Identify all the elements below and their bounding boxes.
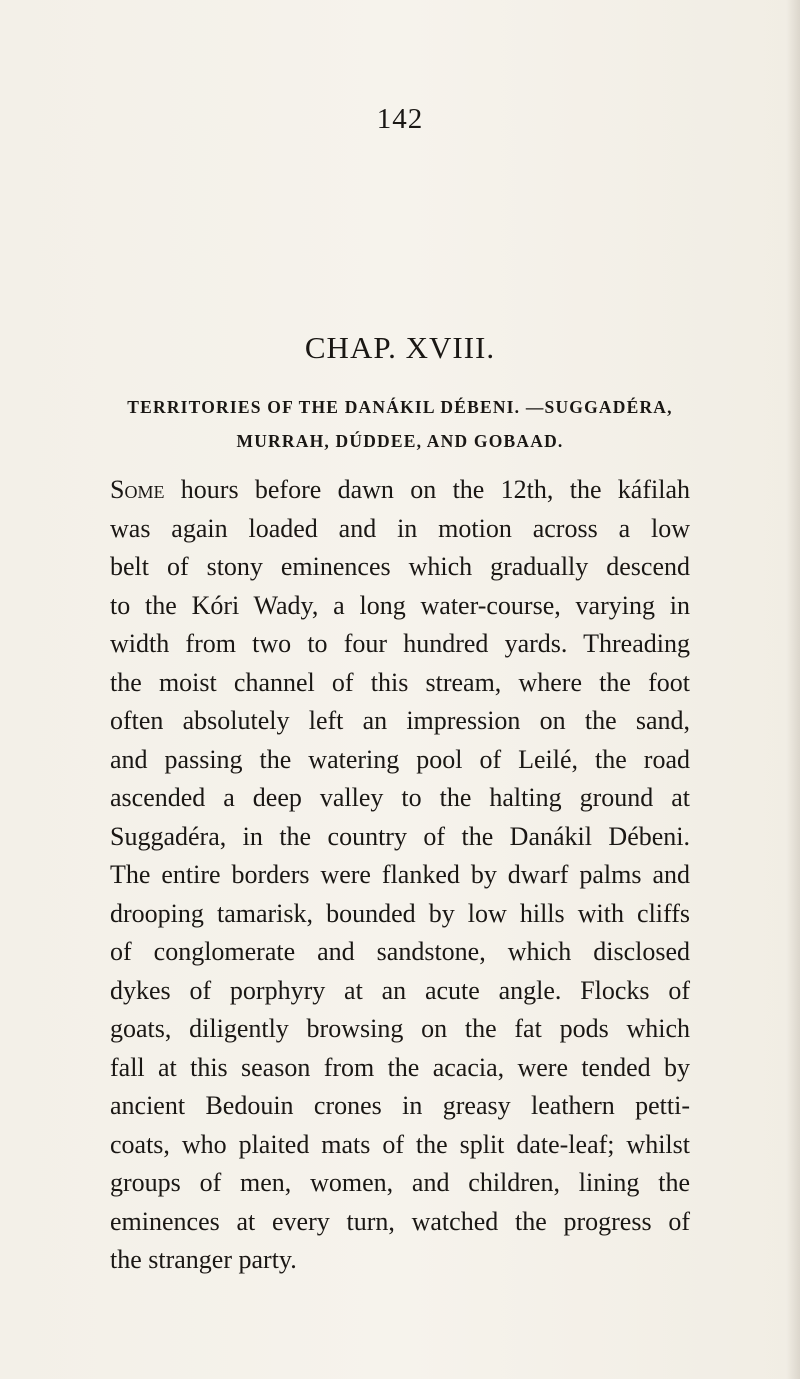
text-line-7: often absolutely left an impression on the sand, <box>110 706 690 735</box>
text-line-18: coats, who plaited mats of the split date-leaf; whilst <box>110 1129 690 1159</box>
text-line-6: the moist channel of this stream, where the foot <box>110 667 690 697</box>
page-number: 142 <box>376 103 424 135</box>
body-paragraph <box>110 471 690 1280</box>
text-line-20: eminences at every turn, watched the progress of <box>110 1206 690 1236</box>
text-line-8: and passing the watering pool of Leilé, the road <box>110 744 690 774</box>
text-line-11: The entire borders were flanked by dwarf palms and <box>110 860 690 889</box>
text-line-14: dykes of porphyry at an acute angle. Flocks of <box>110 975 690 1005</box>
text-line-1-rest: hours before dawn on the 12th, the káfilah <box>164 475 690 504</box>
text-line-4: to the Kóri Wady, a long water-course, varying in <box>110 590 690 620</box>
text-line-21: the stranger party. <box>110 1245 297 1274</box>
opening-word: Some <box>110 475 165 504</box>
page-edge-shadow <box>786 0 800 1379</box>
text-line-17: ancient Bedouin crones in greasy leathern petti- <box>110 1091 690 1120</box>
chapter-title: CHAP. XVIII. <box>304 330 496 365</box>
text-line-10: Suggadéra, in the country of the Danákil Débeni. <box>110 821 690 851</box>
text-line-9: ascended a deep valley to the halting ground at <box>110 783 690 812</box>
text-line-19: groups of men, women, and children, lining the <box>110 1168 690 1197</box>
text-line-1 <box>110 471 690 510</box>
text-line-2: was again loaded and in motion across a low <box>110 513 690 543</box>
text-line-15: goats, diligently browsing on the fat pods which <box>110 1014 690 1043</box>
text-line-3: belt of stony eminences which gradually descend <box>110 552 690 581</box>
text-line-16: fall at this season from the acacia, were tended by <box>110 1052 690 1082</box>
text-line-13: of conglomerate and sandstone, which disclosed <box>110 937 690 966</box>
text-line-5: width from two to four hundred yards. Threading <box>110 629 690 658</box>
text-line-12: drooping tamarisk, bounded by low hills with cliffs <box>110 898 690 928</box>
chapter-summary-line-2: MURRAH, DÚDDEE, AND GOBAAD. <box>236 431 564 451</box>
chapter-summary-line-1: TERRITORIES OF THE DANÁKIL DÉBENI. —SUGGADÉRA, <box>127 397 673 417</box>
